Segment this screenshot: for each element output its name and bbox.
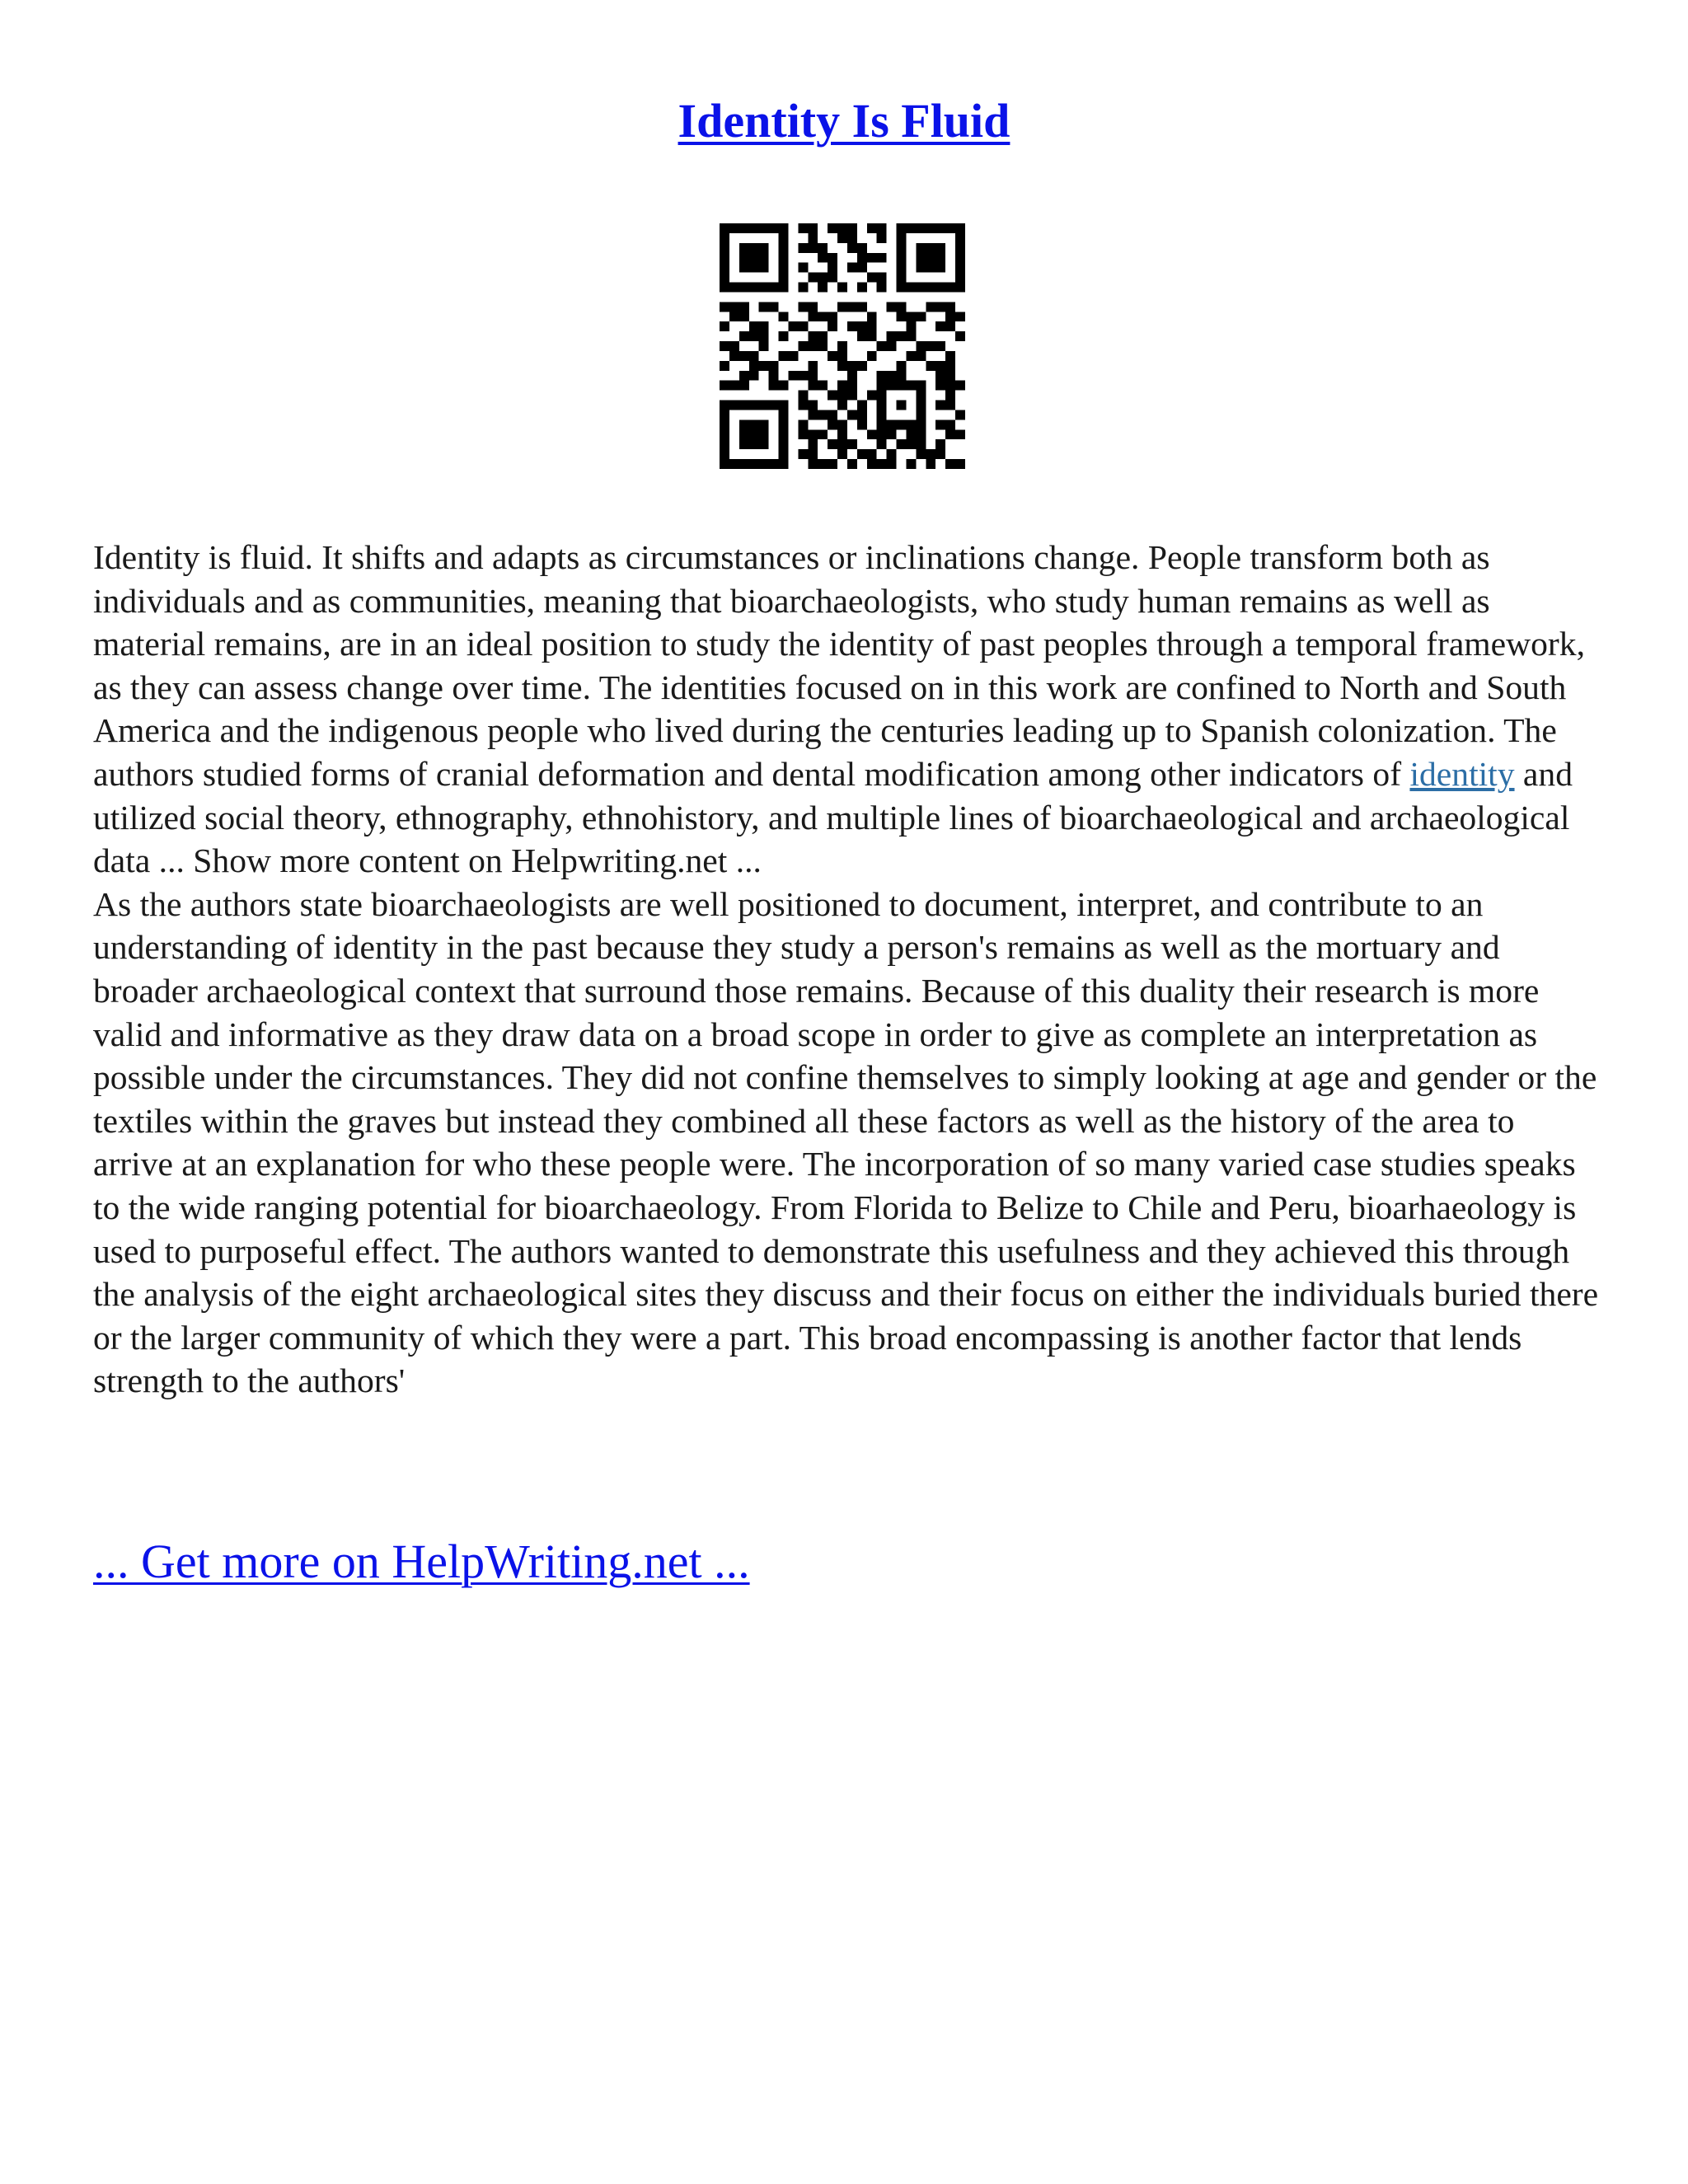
title-link[interactable]: Identity Is Fluid — [678, 94, 1010, 148]
get-more-link-container — [93, 1533, 750, 1591]
paragraph-2: As the authors state bioarchaeologists are well positioned to document, interpret, and contribute to an understanding of identity in the past because they study a person's remains as well as the mortuary and broader archaeological context that surround those remains. Because of this duality their research is more valid and informative as they draw data on a broad scope in order to give as complete an interpretation as possible under the circumstances. They did not confine themselves to simply looking at age and gender or the textiles within the graves but instead they combined all these factors as well as the history of the area to arrive at an explanation for who these people were. The incorporation of so many varied case studies speaks to the wide ranging potential for bioarchaeology. From Florida to Belize to Chile and Peru, bioarhaeology is used to purposeful effect. The authors wanted to demonstrate this usefulness and they achieved this through the analysis of the eight archaeological sites they discuss and their focus on either the individuals buried there or the larger community of which they were a part. This broad encompassing is another factor that lends strength to the authors' — [93, 884, 1599, 1400]
qr-code-icon — [720, 223, 965, 469]
article-body — [93, 536, 1601, 1403]
page-title — [0, 92, 1688, 150]
paragraph-1-text-before: Identity is fluid. It shifts and adapts as circumstances or inclinations change. People transform both as individuals and as communities, meaning that bioarchaeologists, who study human remains as well as material remains, are in an ideal position to study the identity of past peoples through a temporal framework, as they can assess change over time. The identities focused on in this work are confined to North and South America and the indigenous people who lived during the centuries leading up to Spanish colonization. The authors studied forms of cranial deformation and dental modification among other indicators of — [93, 538, 1585, 793]
identity-link[interactable]: identity — [1409, 754, 1515, 793]
paragraph-1-text-after: and utilized social theory, ethnography, ethnohistory, and multiple lines of bioarchaeological and archaeological data ... Show more content on Helpwriting.net ... — [93, 754, 1573, 880]
get-more-link[interactable]: ... Get more on HelpWriting.net ... — [93, 1535, 750, 1588]
paragraph-1 — [93, 536, 1601, 883]
